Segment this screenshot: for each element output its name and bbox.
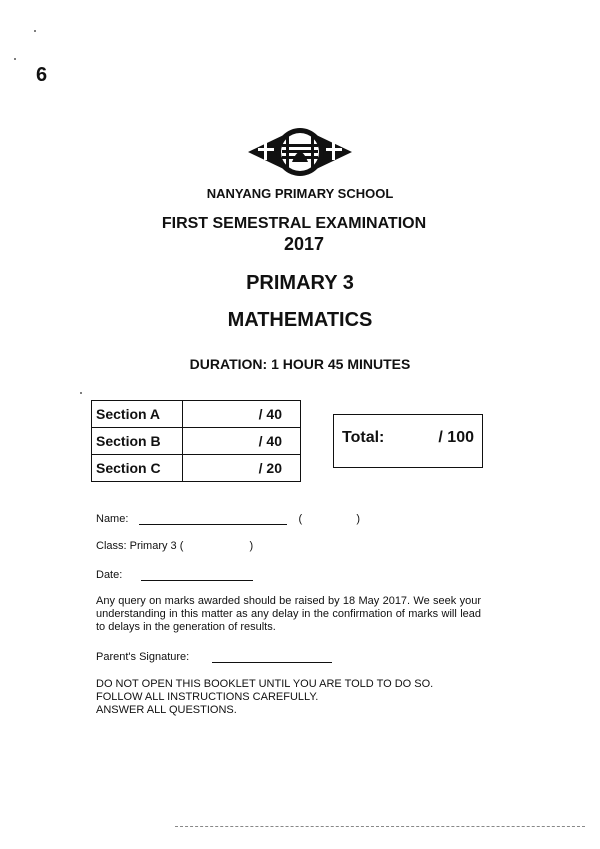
scan-speck (34, 30, 36, 32)
exam-title: FIRST SEMESTRAL EXAMINATION (161, 215, 427, 232)
page-number: 6 (36, 64, 48, 86)
date-field[interactable] (141, 568, 253, 581)
section-marks: / 20 (183, 455, 301, 482)
table-row (92, 455, 301, 482)
section-marks: / 40 (183, 401, 301, 428)
scan-speck (14, 58, 16, 60)
index-open-paren: ( (298, 513, 303, 525)
signature-row (96, 650, 332, 663)
date-row (96, 568, 253, 581)
subject-title: MATHEMATICS (227, 309, 373, 331)
class-field[interactable] (186, 540, 246, 552)
date-label: Date: (96, 569, 123, 581)
school-name: NANYANG PRIMARY SCHOOL (206, 186, 394, 201)
scan-speck (80, 392, 82, 394)
total-value: / 100 (438, 429, 474, 446)
total-box (333, 414, 483, 468)
footer-scan-line (175, 826, 585, 827)
duration-text: DURATION: 1 HOUR 45 MINUTES (189, 356, 411, 372)
table-row (92, 428, 301, 455)
section-name: Section C (92, 455, 183, 482)
class-close-paren: ) (249, 540, 254, 552)
marks-table (91, 400, 301, 482)
index-close-paren: ) (356, 513, 360, 525)
instruction-line: DO NOT OPEN THIS BOOKLET UNTIL YOU ARE TOLD TO DO SO. (96, 678, 434, 690)
signature-field[interactable] (212, 650, 332, 663)
table-row (92, 401, 301, 428)
school-logo (0, 124, 600, 180)
instruction-line: ANSWER ALL QUESTIONS. (96, 704, 237, 716)
instructions (96, 678, 433, 717)
section-name: Section A (92, 401, 183, 428)
name-label: Name: (96, 513, 129, 525)
index-field[interactable] (305, 513, 353, 525)
section-marks: / 40 (183, 428, 301, 455)
exam-year: 2017 (283, 234, 325, 254)
class-label: Class: Primary 3 ( (96, 540, 184, 552)
name-field[interactable] (139, 512, 287, 525)
section-name: Section B (92, 428, 183, 455)
signature-label: Parent's Signature: (96, 651, 190, 663)
total-label: Total: (342, 429, 385, 446)
class-row (96, 540, 253, 552)
name-row (96, 512, 360, 525)
marks-query-note: Any query on marks awarded should be raised by 18 May 2017. We seek your understanding in this matter as any delay in the confirmation of marks will lead to delays in the generation of results. (96, 595, 481, 633)
instruction-line: FOLLOW ALL INSTRUCTIONS CAREFULLY. (96, 691, 319, 703)
level-title: PRIMARY 3 (246, 272, 354, 294)
